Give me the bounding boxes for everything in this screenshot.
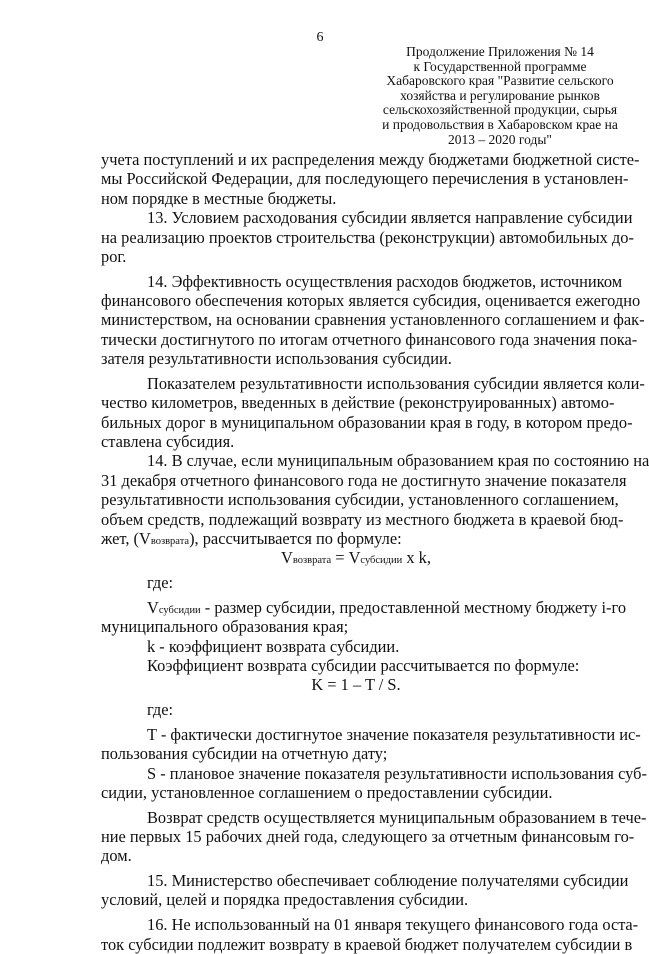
paragraph-13	[101, 208, 634, 266]
paragraph-return-term	[101, 807, 647, 866]
paragraph-14-efficiency	[101, 271, 645, 369]
text-line: учета поступлений и их распределения между бюджетами бюджетной систе-	[101, 150, 640, 169]
text-line: мы Российской Федерации, для последующего перечисления в установлен-	[101, 169, 629, 189]
paragraph-continuation	[101, 150, 640, 208]
text-line: T - фактически достигнутое значение показателя результативности ис-	[147, 724, 641, 744]
text-line: финансового обеспечения которых является субсидия, оценивается ежегодно	[101, 291, 641, 311]
text-fragment: ), рассчитывается по формуле:	[189, 529, 402, 549]
formula-coefficient: K = 1 – T / S.	[311, 675, 401, 695]
text-line: 13. Условием расходования субсидии является направление субсидии	[147, 208, 633, 228]
text-line: результативности использования субсидии, установленного соглашением,	[101, 490, 619, 510]
formula-symbol: V	[147, 597, 159, 617]
text-line: на реализацию проектов строительства (реконструкции) автомобильных до-	[101, 227, 634, 247]
text-line: 14. Эффективность осуществления расходов бюджетов, источником	[147, 271, 623, 291]
formula-symbol: x k,	[402, 548, 431, 568]
text-line: министерством, на основании сравнения установленного соглашением и фак-	[101, 310, 645, 330]
text-line: муниципального образования края;	[101, 617, 349, 637]
text-line: сидии, установленное соглашением о предоставлении субсидии.	[101, 782, 553, 802]
paragraph-15	[101, 871, 629, 910]
text-line: ток субсидии подлежит возврату в краевой бюджет получателем субсидии в	[101, 934, 633, 954]
header-line: сельскохозяйственной продукции, сырья	[382, 102, 618, 118]
text-line	[101, 529, 611, 548]
text-line: условий, целей и порядка предоставления субсидии.	[101, 890, 469, 910]
text-line: бильных дорог в муниципальном образовании края в году, в котором предо-	[101, 412, 633, 432]
page-number: 6	[316, 30, 324, 45]
text-line: дом.	[101, 846, 132, 866]
definition-t	[101, 724, 641, 764]
text-line: 14. В случае, если муниципальным образованием края по состоянию на	[147, 451, 649, 471]
header-line: 2013 – 2020 годы"	[448, 131, 552, 147]
text-line: рог.	[101, 246, 127, 266]
text-line: объем средств, подлежащий возврату из местного бюджета в краевой бюд-	[101, 509, 624, 529]
subscript: возврата	[292, 555, 332, 567]
text-line: ние первых 15 рабочих дней года, следующего за отчетным финансовым го-	[101, 826, 635, 846]
text-line: чество километров, введенных в действие (реконструированных) автомо-	[101, 393, 615, 413]
text-line: 15. Министерство обеспечивает соблюдение получателями субсидии	[147, 871, 629, 891]
text-line: S - плановое значение показателя результативности использования суб-	[147, 763, 647, 783]
formula-return-volume	[101, 548, 611, 567]
definition-k: k - коэффициент возврата субсидии.	[147, 636, 400, 656]
paragraph-14-return	[101, 451, 649, 549]
subscript: возврата	[150, 536, 190, 548]
text-line: ном порядке в местные бюджеты.	[101, 188, 337, 208]
text-line: 16. Не использованный на 01 января текущего финансового года остa-	[147, 915, 639, 935]
where-label: где:	[147, 700, 174, 720]
text-line: тически достигнутого по итогам отчетного финансового года значения пока-	[101, 329, 638, 349]
text-line: Показателем результативности использования субсидии является коли-	[147, 373, 645, 393]
document-body	[101, 150, 649, 954]
header-line: Хабаровского края "Развитие сельского	[386, 73, 614, 89]
text-fragment: жет, (V	[101, 529, 151, 549]
text-line: ставлена субсидия.	[101, 432, 235, 452]
text-line: пользования субсидии на отчетную дату;	[101, 744, 388, 764]
definition-v	[101, 597, 627, 637]
header-line: и продовольствия в Хабаровском крае на	[382, 116, 618, 132]
text-fragment: - размер субсидии, предоставленной местному бюджету i-го	[200, 597, 627, 617]
paragraph-indicator	[101, 373, 645, 452]
text-line	[101, 597, 627, 617]
formula-symbol: V	[281, 548, 293, 568]
subscript: субсидии	[360, 555, 403, 567]
definition-s	[101, 763, 647, 803]
header-line: Продолжение Приложения № 14	[406, 44, 594, 59]
text-line: 31 декабря отчетного финансового года не достигнуто значение показателя	[101, 470, 627, 490]
coefficient-intro: Коэффициент возврата субсидии рассчитывается по формуле:	[147, 655, 580, 675]
header-line: хозяйства и регулирование рынков	[400, 87, 600, 103]
text-line: зателя результативности использования субсидии.	[101, 349, 452, 369]
header-line: к Государственной программе	[413, 58, 587, 74]
paragraph-16	[101, 915, 639, 954]
where-label: где:	[147, 573, 174, 593]
text-line: Возврат средств осуществляется муниципальным образованием в тече-	[147, 807, 647, 827]
appendix-header	[365, 45, 635, 147]
subscript: субсидии	[158, 604, 201, 616]
formula-symbol: = V	[331, 548, 361, 568]
